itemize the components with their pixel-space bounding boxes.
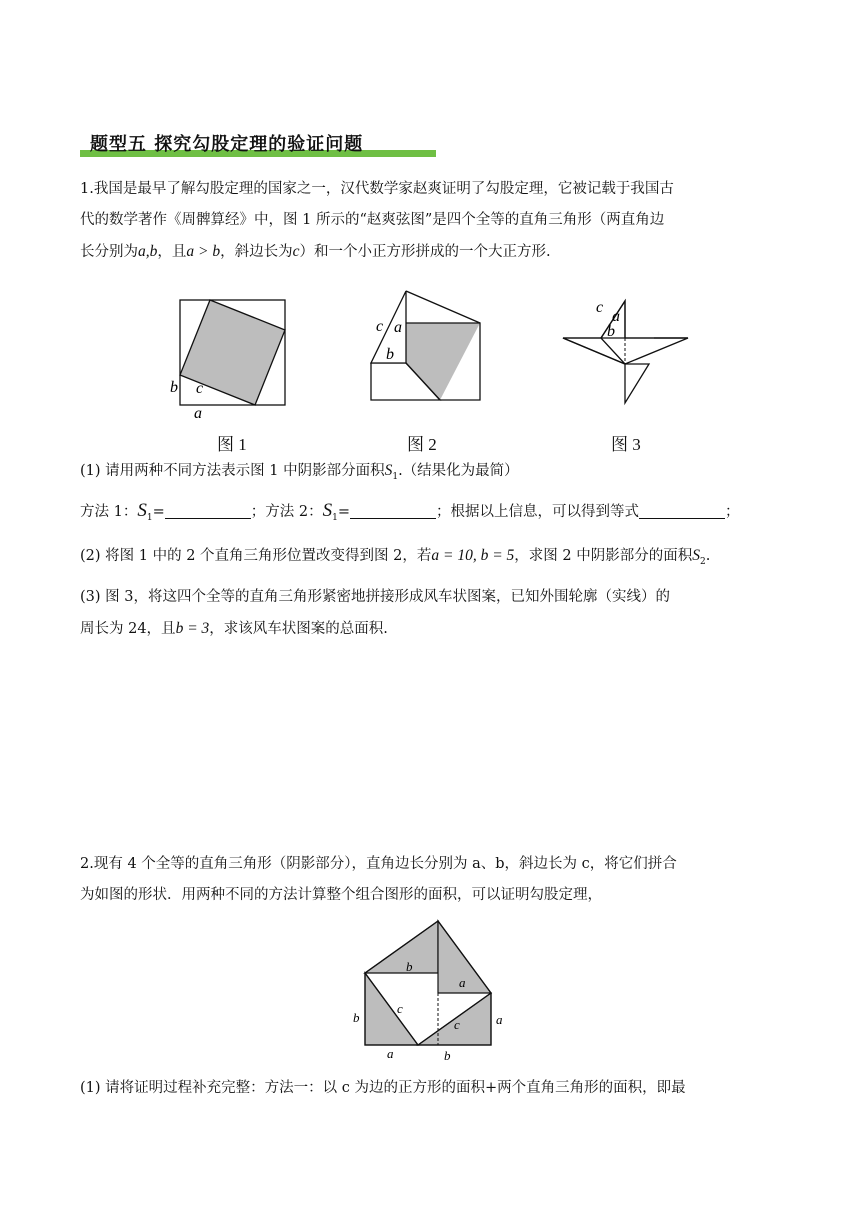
fig2-label-a: a (394, 319, 402, 336)
q1-intro (80, 174, 780, 268)
fig2-label-c: c (376, 318, 384, 335)
figure-1-caption: 图 1 (217, 435, 247, 454)
method-2-answer-blank[interactable] (350, 502, 436, 519)
figure-3-caption: 图 3 (611, 435, 641, 454)
q2-label-b-left: b (353, 1010, 360, 1025)
equation-answer-blank[interactable] (639, 502, 725, 519)
q2-intro (80, 849, 780, 911)
q1-part-2: (2) 将图 1 中的 2 个直角三角形位置改变得到图 2，若a = 10, b = 5，求图 2 中阴影部分的面积$S_2$. (80, 547, 711, 567)
q2-label-c-left: c (397, 1001, 403, 1016)
fig1-label-a: a (194, 405, 202, 422)
section-heading (80, 128, 436, 158)
q2-label-a-right: a (496, 1012, 503, 1027)
figure-2-caption: 图 2 (407, 435, 437, 454)
fig3-label-b: b (607, 323, 615, 340)
figure-q2 (345, 912, 515, 1062)
q2-label-b-bottom: b (444, 1048, 451, 1062)
fig3-label-a: a (612, 308, 620, 325)
q2-line-1: 2.现有 4 个全等的直角三角形（阴影部分），直角边长分别为 a、b，斜边长为 c，将它们拼合 (80, 856, 677, 872)
q1-part-3-line-2: 周长为 24，且b = 3，求该风车状图案的总面积. (80, 619, 388, 637)
method-1-answer-blank[interactable] (165, 502, 251, 519)
fig2-label-b: b (386, 346, 394, 363)
figure-2 (365, 284, 491, 410)
q1-line-1: 1.我国是最早了解勾股定理的国家之一，汉代数学家赵爽证明了勾股定理，它被记载于我国古 (80, 181, 674, 197)
q1-part-2-3 (80, 540, 780, 645)
q1-line-2: 代的数学著作《周髀算经》中，图 1 所示的“赵爽弦图”是四个全等的直角三角形（两直角边 (80, 212, 665, 228)
fig1-label-c: c (196, 380, 204, 397)
q2-label-b-top: b (406, 959, 413, 974)
q2-line-2: 为如图的形状．用两种不同的方法计算整个组合图形的面积，可以证明勾股定理， (80, 887, 602, 903)
figure-1 (170, 292, 294, 424)
q2-part-1: (1) 请将证明过程补充完整：方法一：以 c 为边的正方形的面积+两个直角三角形的面积，即最 (80, 1080, 686, 1096)
q1-part-1: (1) 请用两种不同方法表示图 1 中阴影部分面积$S_1$.（结果化为最简） (80, 462, 519, 482)
fig1-label-b: b (170, 379, 178, 396)
q1-part-3-line-1: (3) 图 3，将这四个全等的直角三角形紧密地拼接形成风车状图案，已知外围轮廓（实线）的 (80, 588, 670, 605)
q2-label-a-right-mid: a (459, 975, 466, 990)
q2-label-a-bottom: a (387, 1046, 394, 1061)
q1-method-line: 方法 1：$S_1=$ ；方法 2：$S_1=$ ；根据以上信息，可以得到等式 ； (80, 500, 740, 523)
fig3-label-c: c (596, 299, 604, 316)
section-title: 题型五 探究勾股定理的验证问题 (90, 134, 364, 155)
figure-3 (556, 296, 696, 411)
q2-label-c-right: c (454, 1017, 460, 1032)
q1-line-3: 长分别为a,b，且a > b，斜边长为c）和一个小正方形拼成的一个大正方形. (80, 243, 551, 260)
